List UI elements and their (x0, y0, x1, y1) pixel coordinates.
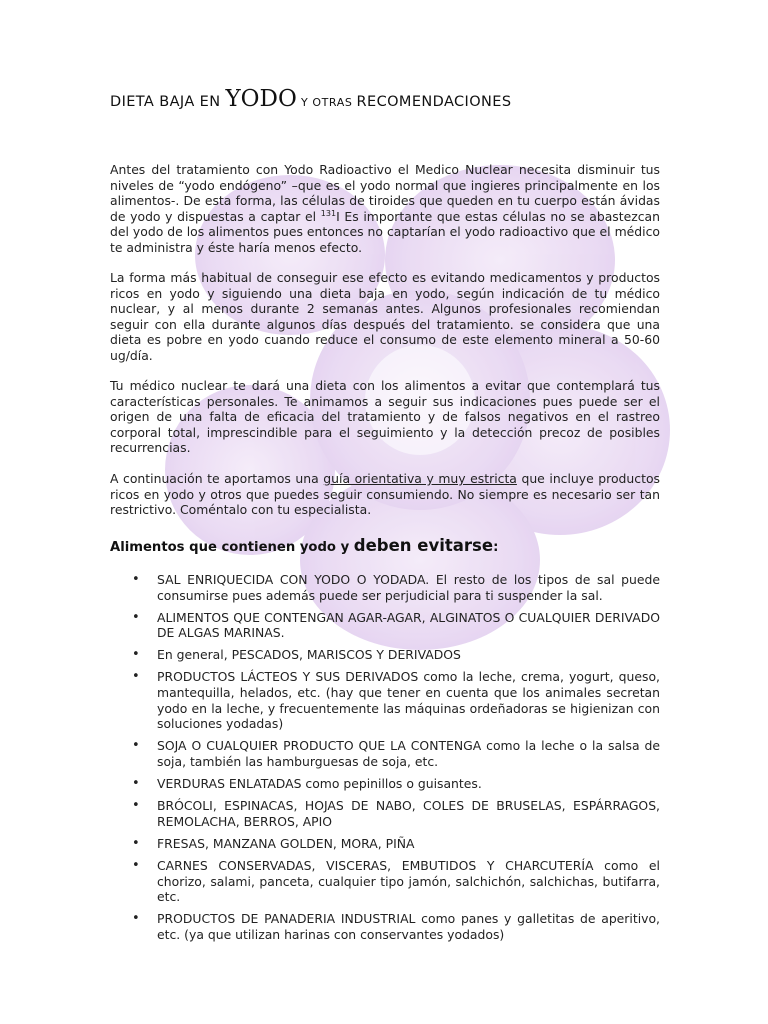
doctor-paragraph: Tu médico nuclear te dará una dieta con los alimentos a evitar que contemplará tus características personales. Te animamos a seguir sus indicaciones pues puede ser el origen de una falta de eficacia del tratamiento y de falsos negativos en el rastreo corporal total, imprescindible para el seguimiento y la detección precoz de posibles recurrencias. (110, 378, 660, 456)
section-heading-text: Alimentos que contienen yodo y (110, 540, 354, 555)
list-item: • SOJA O CUALQUIER PRODUCTO QUE LA CONTENGA como la leche o la salsa de soja, también las hamburguesas de soja, etc. (132, 738, 660, 769)
list-item: • En general, PESCADOS, MARISCOS Y DERIVADOS (132, 647, 660, 663)
method-paragraph: La forma más habitual de conseguir ese efecto es evitando medicamentos y productos ricos en yodo y siguiendo una dieta baja en yodo, según indicación de tu médico nuclear, y al menos durante 2 semanas antes. Algunos profesionales recomiendan seguir con ella durante algunos días después del tratamiento. se considera que una dieta es pobre en yodo cuando reduce el consumo de este elemento mineral a 50-60 ug/día. (110, 270, 660, 363)
intro-text-a: Antes del tratamiento con Yodo Radioactivo el Medico Nuclear necesita disminuir tus niveles de “yodo endógeno” –que es el yodo normal que ingieres principalmente en los alimentos-. De esta forma, las células de tiroides que queden en tu cuerpo están ávidas de yodo y dispuestas a captar el (110, 162, 660, 224)
section-heading-colon: : (493, 540, 499, 555)
list-item: • ALIMENTOS QUE CONTENGAN AGAR-AGAR, ALGINATOS O CUALQUIER DERIVADO DE ALGAS MARINAS. (132, 610, 660, 641)
list-item: • CARNES CONSERVADAS, VISCERAS, EMBUTIDOS Y CHARCUTERÍA como el chorizo, salami, panceta, cualquier tipo jamón, salchichón, salchichas, butifarra, etc. (132, 858, 660, 905)
list-item: • FRESAS, MANZANA GOLDEN, MORA, PIÑA (132, 836, 660, 852)
list-item: • BRÓCOLI, ESPINACAS, HOJAS DE NABO, COLES DE BRUSELAS, ESPÁRRAGOS, REMOLACHA, BERROS, APIO (132, 798, 660, 829)
intro-paragraph (110, 162, 660, 256)
title-part3: RECOMENDACIONES (356, 94, 512, 110)
section-heading (110, 536, 660, 555)
guide-link[interactable]: guía orientativa y muy estricta (323, 471, 517, 486)
isotope-superscript: 131 (320, 208, 337, 218)
list-item: • PRODUCTOS LÁCTEOS Y SUS DERIVADOS como la leche, crema, yogurt, queso, mantequilla, helados, etc. (hay que tener en cuenta que los animales secretan yodo en la leche, y frecuentemente las máquinas ordeñadoras se higienizan con soluciones yodadas) (132, 669, 660, 731)
guide-paragraph (110, 471, 660, 518)
section-heading-emphasis: deben evitarse (353, 536, 494, 555)
title-part2: Y OTRAS (296, 96, 357, 109)
list-item: • PRODUCTOS DE PANADERIA INDUSTRIAL como panes y galletitas de aperitivo, etc. (ya que utilizan harinas con conservantes yodados) (132, 911, 660, 942)
title-highlight: YODO (225, 86, 297, 112)
guide-text-a: A continuación te aportamos una (110, 471, 324, 486)
guide-text-b: que incluye productos ricos en yodo y otros que puedes seguir consumiendo. No siempre es necesario ser tan restrictivo. Coméntalo con tu especialista. (110, 471, 660, 518)
foods-to-avoid-list (132, 572, 660, 949)
list-item: • SAL ENRIQUECIDA CON YODO O YODADA. El resto de los tipos de sal puede consumirse pues además puede ser perjudicial para ti suspender la sal. (132, 572, 660, 603)
list-item: • VERDURAS ENLATADAS como pepinillos o guisantes. (132, 776, 660, 792)
title-part1: DIETA BAJA EN (110, 94, 226, 110)
intro-text-b: I Es importante que estas células no se abastezcan del yodo de los alimentos pues entonces no captarían el yodo radioactivo que el médico te administra y éste haría menos efecto. (110, 208, 660, 255)
page-title (110, 86, 670, 112)
